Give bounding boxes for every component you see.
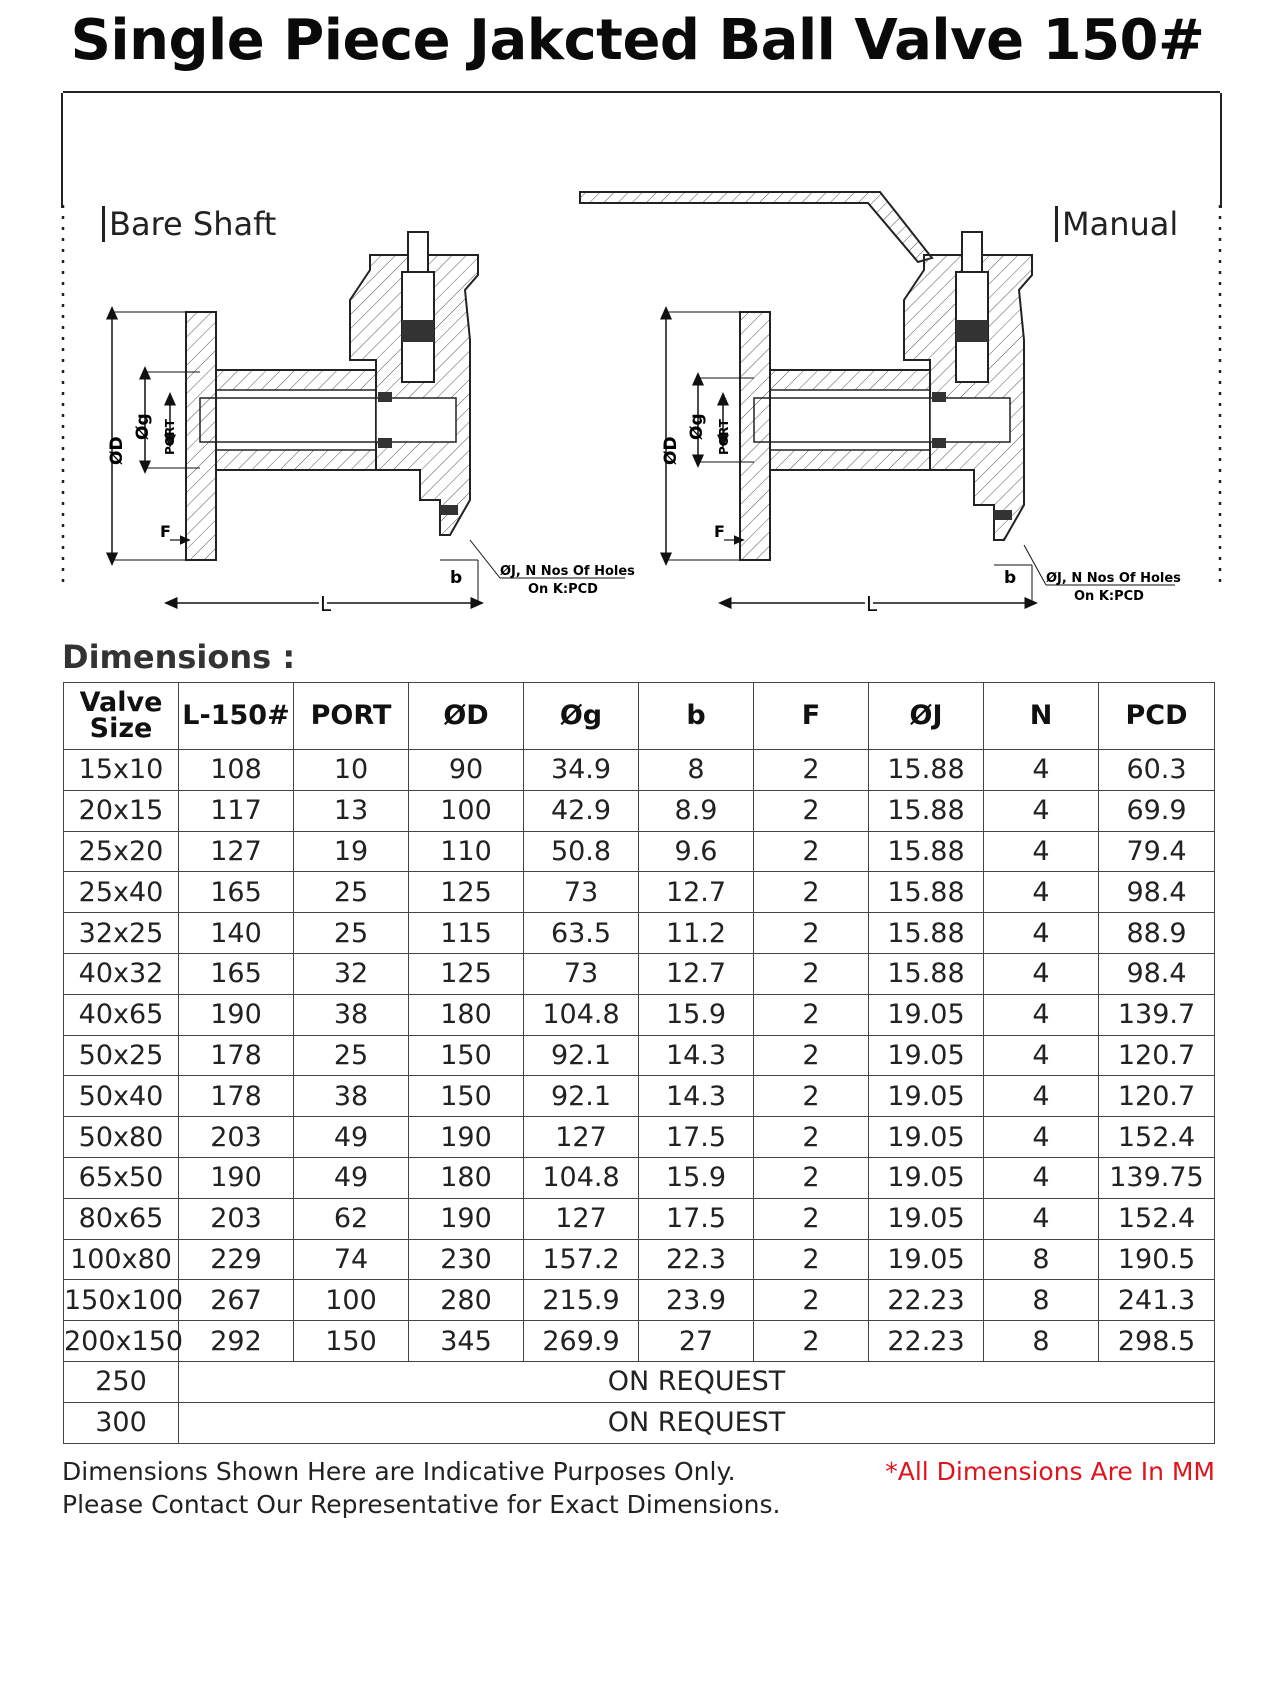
dimensions-heading: Dimensions :: [62, 638, 296, 676]
table-row: [64, 831, 1215, 872]
disclaimer-line-1: Dimensions Shown Here are Indicative Purposes Only.: [62, 1457, 736, 1486]
table-cell: 38: [294, 994, 409, 1035]
table-cell: 11.2: [639, 913, 754, 954]
table-cell: 2: [754, 1321, 869, 1362]
table-cell: 4: [984, 790, 1099, 831]
table-cell: 92.1: [524, 1076, 639, 1117]
table-cell: 15.9: [639, 994, 754, 1035]
table-cell: 2: [754, 1035, 869, 1076]
table-cell: 4: [984, 831, 1099, 872]
table-cell: 178: [179, 1035, 294, 1076]
table-cell: 10: [294, 750, 409, 791]
table-cell: 19.05: [869, 1076, 984, 1117]
table-cell: 150: [409, 1076, 524, 1117]
table-cell: 8: [984, 1239, 1099, 1280]
table-cell: 49: [294, 1157, 409, 1198]
table-cell: 165: [179, 872, 294, 913]
table-cell: 190: [409, 1198, 524, 1239]
table-cell: 50x80: [64, 1117, 179, 1158]
table-cell: 19.05: [869, 1117, 984, 1158]
table-cell: 152.4: [1099, 1198, 1215, 1239]
table-cell: 74: [294, 1239, 409, 1280]
table-cell: 157.2: [524, 1239, 639, 1280]
table-cell: 4: [984, 1117, 1099, 1158]
table-cell: 22.3: [639, 1239, 754, 1280]
table-cell: 14.3: [639, 1076, 754, 1117]
table-cell: 165: [179, 953, 294, 994]
table-cell: 8.9: [639, 790, 754, 831]
table-cell: 110: [409, 831, 524, 872]
table-cell: 108: [179, 750, 294, 791]
on-request-cell: ON REQUEST: [179, 1361, 1215, 1402]
table-cell: 73: [524, 872, 639, 913]
column-header: N: [984, 683, 1099, 750]
table-cell: 104.8: [524, 1157, 639, 1198]
table-cell: 345: [409, 1321, 524, 1362]
od-callout: ØD: [661, 436, 681, 465]
table-row: [64, 750, 1215, 791]
table-cell: 62: [294, 1198, 409, 1239]
table-cell: 178: [179, 1076, 294, 1117]
table-cell: 25x40: [64, 872, 179, 913]
table-cell: 50x25: [64, 1035, 179, 1076]
table-cell: 15.88: [869, 913, 984, 954]
table-cell: 15.88: [869, 750, 984, 791]
table-cell: 92.1: [524, 1035, 639, 1076]
table-cell: 139.75: [1099, 1157, 1215, 1198]
table-cell: 180: [409, 1157, 524, 1198]
holes-callout-line1: ØJ, N Nos Of Holes: [1046, 571, 1181, 586]
table-header-row: [64, 683, 1215, 750]
table-cell: 4: [984, 953, 1099, 994]
table-cell: 4: [984, 1198, 1099, 1239]
table-cell: 12.7: [639, 953, 754, 994]
table-cell: 269.9: [524, 1321, 639, 1362]
table-cell: 15.88: [869, 872, 984, 913]
manual-label: Manual: [1055, 206, 1178, 242]
table-cell: 150: [409, 1035, 524, 1076]
request-row: [64, 1361, 1215, 1402]
table-cell: 200x150: [64, 1321, 179, 1362]
table-cell: 2: [754, 1076, 869, 1117]
table-cell: 63.5: [524, 913, 639, 954]
table-cell: 230: [409, 1239, 524, 1280]
table-cell: 15x10: [64, 750, 179, 791]
column-header: PCD: [1099, 683, 1215, 750]
column-header: b: [639, 683, 754, 750]
table-cell: 19.05: [869, 1198, 984, 1239]
dimensions-table: [63, 682, 1215, 1444]
table-row: [64, 1117, 1215, 1158]
bare-shaft-label: Bare Shaft: [102, 206, 276, 242]
table-cell: 267: [179, 1280, 294, 1321]
valve-drawing: [0, 0, 1275, 640]
od-callout: ØD: [107, 436, 127, 465]
column-header: ØJ: [869, 683, 984, 750]
table-cell: 22.23: [869, 1280, 984, 1321]
table-cell: 8: [984, 1321, 1099, 1362]
table-cell: 100: [294, 1280, 409, 1321]
table-cell: 190.5: [1099, 1239, 1215, 1280]
table-cell: 117: [179, 790, 294, 831]
table-cell: 292: [179, 1321, 294, 1362]
table-cell: 22.23: [869, 1321, 984, 1362]
table-cell: 17.5: [639, 1117, 754, 1158]
table-cell: 2: [754, 913, 869, 954]
table-cell: 19.05: [869, 1239, 984, 1280]
table-cell: 100: [409, 790, 524, 831]
table-cell: 80x65: [64, 1198, 179, 1239]
table-cell: 180: [409, 994, 524, 1035]
table-cell: 139.7: [1099, 994, 1215, 1035]
table-cell: 98.4: [1099, 872, 1215, 913]
table-cell: 12.7: [639, 872, 754, 913]
table-row: [64, 1076, 1215, 1117]
column-header: L-150#: [179, 683, 294, 750]
table-row: [64, 1198, 1215, 1239]
table-cell: 280: [409, 1280, 524, 1321]
table-cell: 25x20: [64, 831, 179, 872]
table-cell: 127: [179, 831, 294, 872]
disclaimer-line-2: Please Contact Our Representative for Exact Dimensions.: [62, 1490, 781, 1519]
table-row: [64, 1035, 1215, 1076]
port-callout: PORT: [163, 419, 177, 455]
port-callout: PORT: [717, 419, 731, 455]
table-cell: 4: [984, 750, 1099, 791]
l-callout: L: [320, 592, 332, 616]
table-cell: 2: [754, 1280, 869, 1321]
manual-valve: [580, 192, 1175, 603]
table-cell: 49: [294, 1117, 409, 1158]
table-row: [64, 872, 1215, 913]
table-cell: 8: [639, 750, 754, 791]
table-cell: 4: [984, 1035, 1099, 1076]
table-row: [64, 790, 1215, 831]
table-cell: 40x32: [64, 953, 179, 994]
table-cell: 15.88: [869, 953, 984, 994]
table-cell: 115: [409, 913, 524, 954]
table-cell: 25: [294, 913, 409, 954]
table-cell: 125: [409, 953, 524, 994]
table-cell: 203: [179, 1117, 294, 1158]
b-callout: b: [1004, 568, 1017, 588]
table-cell: 40x65: [64, 994, 179, 1035]
table-cell: 2: [754, 1157, 869, 1198]
b-callout: b: [450, 568, 463, 588]
bare-shaft-valve: [112, 232, 625, 603]
table-cell: 2: [754, 1198, 869, 1239]
table-cell: 88.9: [1099, 913, 1215, 954]
column-header: F: [754, 683, 869, 750]
table-cell: 120.7: [1099, 1076, 1215, 1117]
table-cell: 4: [984, 994, 1099, 1035]
column-header: PORT: [294, 683, 409, 750]
disclaimer-note: [62, 1455, 780, 1521]
l-callout: L: [866, 592, 878, 616]
table-cell: 127: [524, 1198, 639, 1239]
table-cell: 19: [294, 831, 409, 872]
table-cell: 2: [754, 872, 869, 913]
table-cell: 60.3: [1099, 750, 1215, 791]
table-cell: 42.9: [524, 790, 639, 831]
column-header: Øg: [524, 683, 639, 750]
table-cell: 32x25: [64, 913, 179, 954]
table-cell: 19.05: [869, 1035, 984, 1076]
table-cell: 15.88: [869, 790, 984, 831]
table-cell: 104.8: [524, 994, 639, 1035]
request-row: [64, 1402, 1215, 1443]
column-header: Valve Size: [64, 683, 179, 750]
table-cell: 50x40: [64, 1076, 179, 1117]
table-row: [64, 1239, 1215, 1280]
table-row: [64, 994, 1215, 1035]
og-callout: Øg: [687, 413, 707, 440]
table-cell: 150: [294, 1321, 409, 1362]
table-cell: 190: [179, 1157, 294, 1198]
table-cell: 2: [754, 953, 869, 994]
table-cell: 150x100: [64, 1280, 179, 1321]
table-cell: 229: [179, 1239, 294, 1280]
table-row: [64, 1280, 1215, 1321]
table-cell: 8: [984, 1280, 1099, 1321]
table-cell: 19.05: [869, 994, 984, 1035]
valve-size-cell: 300: [64, 1402, 179, 1443]
table-cell: 19.05: [869, 1157, 984, 1198]
table-cell: 90: [409, 750, 524, 791]
holes-callout-line1: ØJ, N Nos Of Holes: [500, 564, 635, 579]
table-cell: 2: [754, 1117, 869, 1158]
table-cell: 4: [984, 913, 1099, 954]
table-cell: 20x15: [64, 790, 179, 831]
units-note: *All Dimensions Are In MM: [885, 1457, 1215, 1486]
table-cell: 23.9: [639, 1280, 754, 1321]
table-cell: 190: [179, 994, 294, 1035]
table-cell: 140: [179, 913, 294, 954]
table-cell: 25: [294, 872, 409, 913]
table-cell: 15.9: [639, 1157, 754, 1198]
table-cell: 69.9: [1099, 790, 1215, 831]
valve-size-cell: 250: [64, 1361, 179, 1402]
table-cell: 125: [409, 872, 524, 913]
holes-callout-line2: On K:PCD: [1074, 589, 1144, 604]
table-cell: 190: [409, 1117, 524, 1158]
table-cell: 73: [524, 953, 639, 994]
table-row: [64, 1157, 1215, 1198]
table-cell: 34.9: [524, 750, 639, 791]
column-header: ØD: [409, 683, 524, 750]
table-row: [64, 1321, 1215, 1362]
table-row: [64, 913, 1215, 954]
table-cell: 127: [524, 1117, 639, 1158]
og-callout: Øg: [133, 413, 153, 440]
table-cell: 13: [294, 790, 409, 831]
table-cell: 2: [754, 831, 869, 872]
table-cell: 27: [639, 1321, 754, 1362]
table-cell: 17.5: [639, 1198, 754, 1239]
table-cell: 4: [984, 1076, 1099, 1117]
table-cell: 2: [754, 790, 869, 831]
table-cell: 2: [754, 1239, 869, 1280]
table-cell: 65x50: [64, 1157, 179, 1198]
table-cell: 9.6: [639, 831, 754, 872]
table-cell: 2: [754, 750, 869, 791]
table-cell: 4: [984, 872, 1099, 913]
table-cell: 98.4: [1099, 953, 1215, 994]
table-cell: 215.9: [524, 1280, 639, 1321]
table-cell: 32: [294, 953, 409, 994]
table-cell: 14.3: [639, 1035, 754, 1076]
table-cell: 4: [984, 1157, 1099, 1198]
table-cell: 50.8: [524, 831, 639, 872]
page-title: Single Piece Jakcted Ball Valve 150#: [70, 8, 1205, 73]
table-cell: 100x80: [64, 1239, 179, 1280]
table-cell: 15.88: [869, 831, 984, 872]
f-callout: F: [160, 522, 171, 541]
table-cell: 38: [294, 1076, 409, 1117]
f-callout: F: [714, 522, 725, 541]
table-cell: 2: [754, 994, 869, 1035]
table-cell: 25: [294, 1035, 409, 1076]
table-cell: 298.5: [1099, 1321, 1215, 1362]
table-cell: 120.7: [1099, 1035, 1215, 1076]
table-row: [64, 953, 1215, 994]
table-cell: 79.4: [1099, 831, 1215, 872]
on-request-cell: ON REQUEST: [179, 1402, 1215, 1443]
table-cell: 241.3: [1099, 1280, 1215, 1321]
table-cell: 152.4: [1099, 1117, 1215, 1158]
holes-callout-line2: On K:PCD: [528, 582, 598, 597]
table-cell: 203: [179, 1198, 294, 1239]
